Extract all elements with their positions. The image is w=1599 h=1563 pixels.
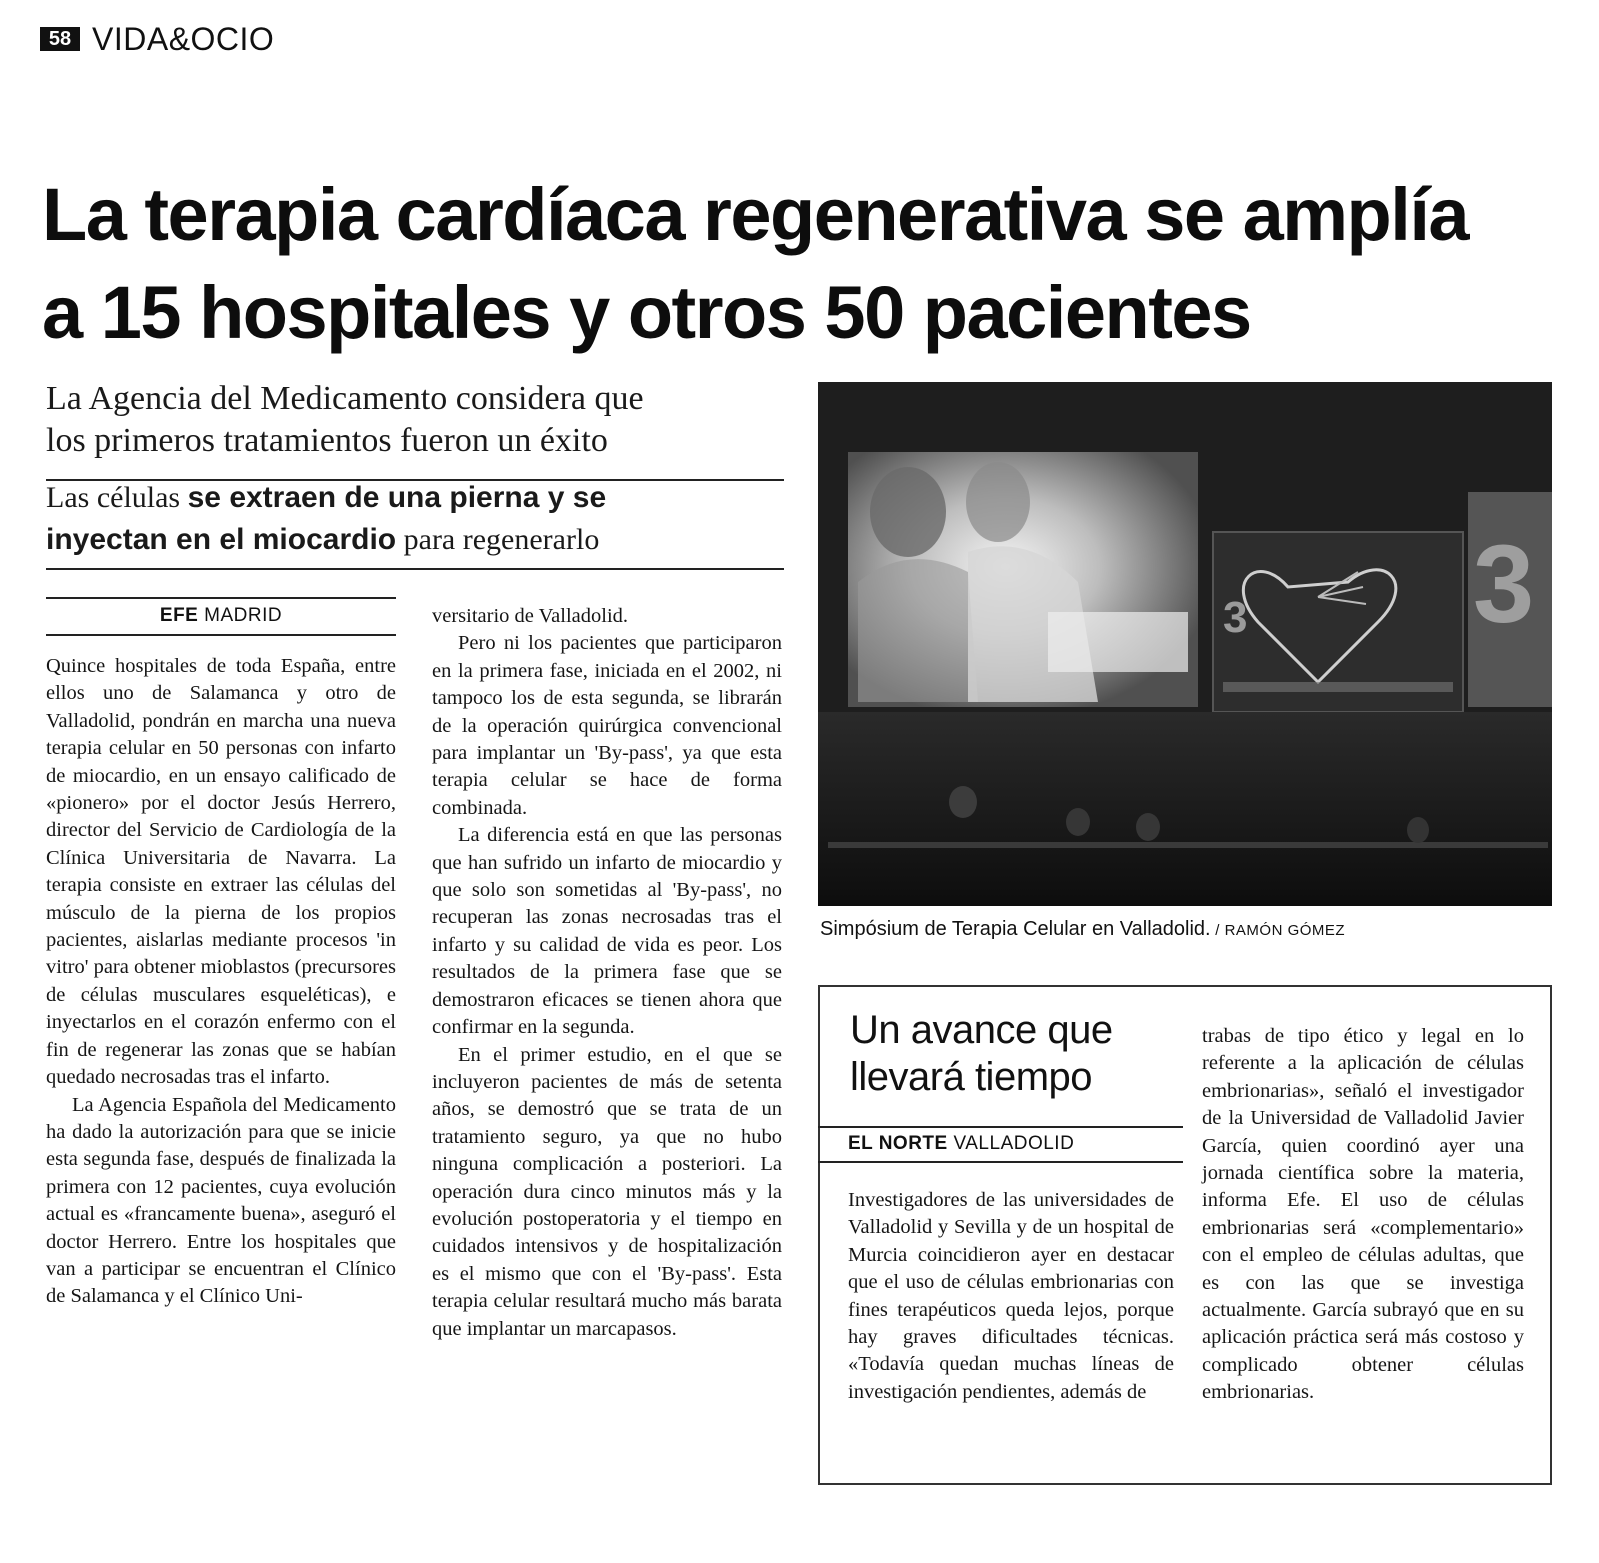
paragraph: En el primer estudio, en el que se incluyeron pacientes de más de setenta años, se demostró que se trata de un tratamiento seguro, ya que no hubo ninguna complicación a posteriori. La operación dura cinco minutos más y la evolución postoperatoria y el tiempo en cuidados intensivos y de hospitalización es el mismo que con el 'By-pass'. Esta terapia celular resultará mucho más barata que implantar un marcapasos. [432, 1043, 782, 1340]
sidebar-byline-city: VALLADOLID [947, 1133, 1075, 1154]
screen-number-small: 3 [1223, 593, 1248, 642]
divider [46, 597, 396, 599]
sidebar-column-2 [1202, 1023, 1524, 1407]
divider [818, 1126, 1183, 1128]
screen-number-large: 3 [1473, 523, 1535, 646]
paragraph: Pero ni los pacientes que participaron en la primera fase, iniciada en el 2002, ni tampoco los de esta segunda, se librarán de la operación quirúrgica convencional para implantar un 'By-pass', ya que esta terapia celular se hace de forma combinada. [432, 632, 782, 819]
section-name: VIDA&OCIO [92, 21, 275, 57]
headline [42, 166, 1572, 362]
sidebar-paragraph: trabas de tipo ético y legal en lo referente a la aplicación de células embrionarias», señaló el investigador de la Universidad de Valladolid Javier García, quien coordinó ayer una jornada científica sobre la materia, informa Efe. El uso de células embrionarias será «complementario» con el empleo de células adultas, que es con las que se investiga actualmente. García subrayó que en su aplicación práctica será más costoso y complicado obtener células embrionarias. [1202, 1025, 1524, 1404]
article-column-2 [432, 603, 782, 1343]
summary-bold-2: inyectan en el miocardio [46, 523, 397, 556]
paragraph-continued: versitario de Valladolid. [432, 605, 629, 627]
sidebar-byline-agency: EL NORTE [848, 1133, 948, 1154]
headline-line-1: La terapia cardíaca regenerativa se amplía [42, 173, 1469, 256]
page-number: 58 [40, 27, 80, 51]
divider [46, 634, 396, 636]
paragraph: La Agencia Española del Medicamento ha dado la autorización para que se inicie esta segunda fase, después de finalizada la primera con 12 pacientes, cuya evolución actual es «francamente buena», aseguró el doctor Herrero. Entre los hospitales que van a participar se encuentran el Clínico de Salamanca y el Clínico Uni- [46, 1093, 396, 1308]
subheadline [46, 378, 786, 462]
paragraph: Quince hospitales de toda España, entre ellos uno de Salamanca y otro de Valladolid, pondrán en marcha una nueva terapia celular en 50 personas con infarto de miocardio, en un ensayo calificado de «pionero» por el doctor Jesús Herrero, director del Servicio de Cardiología de la Clínica Universitaria de Navarra. La terapia consiste en extraer las células del músculo de la pierna de los propios pacientes, aislarlas mediante procesos 'in vitro' para obtener mioblastos (precursores de células musculares esqueléticas), e inyectarlos en el corazón enfermo con el fin de regenerar las zonas que se habían quedado necrosadas tras el infarto. [46, 655, 396, 1089]
summary-lead: Las células [46, 481, 188, 514]
photo-credit: / RAMÓN GÓMEZ [1210, 922, 1346, 939]
divider [46, 568, 784, 570]
subheadline-line-2: los primeros tratamientos fueron un éxito [46, 422, 608, 459]
photo [818, 382, 1552, 906]
caption-text: Simpósium de Terapia Celular en Valladolid. [820, 918, 1211, 940]
photo-caption [820, 915, 1560, 945]
byline [46, 603, 396, 629]
sidebar-title-line-1: Un avance que [850, 1008, 1113, 1052]
subheadline-line-1: La Agencia del Medicamento considera que [46, 380, 644, 417]
sidebar-title-line-2: llevará tiempo [850, 1055, 1093, 1099]
summary-bold-1: se extraen de una pierna y se [187, 481, 607, 514]
byline-agency: EFE [159, 605, 199, 626]
photo-illustration [818, 382, 1552, 906]
sidebar-byline [848, 1131, 1188, 1157]
sidebar-column-1 [848, 1187, 1174, 1406]
headline-line-2: a 15 hospitales y otros 50 pacientes [42, 271, 1251, 354]
article-column-1 [46, 653, 396, 1311]
paragraph: La diferencia está en que las personas que han sufrido un infarto de miocardio y que solo son sometidas al 'By-pass', no recuperan las zonas necrosadas tras el infarto y su calidad de vida es peor. Los resultados de la primera fase que se demostraron eficaces se tienen ahora que confirmar en la segunda. [432, 824, 782, 1039]
byline-city: MADRID [198, 605, 283, 626]
summary-tail: para regenerarlo [396, 523, 600, 556]
divider [818, 1161, 1183, 1163]
summary-deck [46, 477, 786, 561]
sidebar-paragraph: Investigadores de las universidades de Valladolid y Sevilla y de un hospital de Murcia coincidieron ayer en destacar que el uso de células embrionarias con fines terapéuticos queda lejos, porque hay graves dificultades técnicas. «Todavía quedan muchas líneas de investigación pendientes, además de [848, 1189, 1174, 1403]
sidebar-title [850, 1007, 1180, 1101]
